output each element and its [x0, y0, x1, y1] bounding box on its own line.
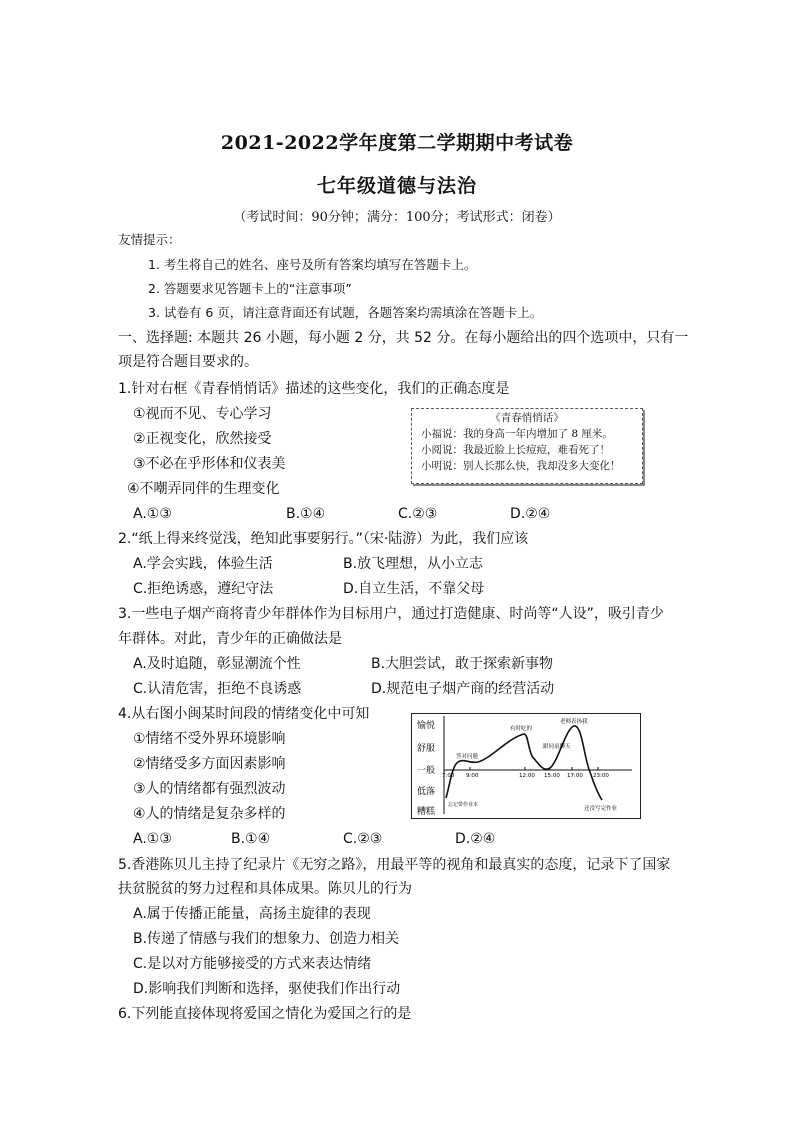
q2-option-a: A.学会实践，体验生活: [133, 556, 273, 572]
tip-item: 1. 考生将自己的姓名、座号及所有答案均填写在答题卡上。: [148, 257, 477, 272]
annotation: 老师表扬我: [560, 719, 588, 725]
tips-heading: 友情提示：: [118, 232, 181, 247]
subject-title: 七年级道德与法治: [316, 175, 477, 197]
x-label: 7:00: [442, 773, 455, 779]
q1-option-d: D.②④: [510, 506, 551, 522]
tip-item: 3. 试卷有 6 页，请注意背面还有试题，各题答案均需填涂在答题卡上。: [148, 305, 543, 320]
x-label: 9:00: [466, 773, 479, 779]
box-line: 小福说：我的身高一年内增加了 8 厘米。: [421, 428, 613, 440]
q1-item: ①视而不见、专心学习: [133, 406, 272, 422]
annotation: 忘记带作业本: [448, 802, 479, 808]
exam-info: （考试时间：90分钟；满分：100分；考试形式：闭卷）: [233, 210, 561, 225]
youth-whisper-box: [411, 408, 643, 484]
q3-option-a: A.及时追随，彰显潮流个性: [133, 656, 301, 672]
q3-option-c: C.认清危害，拒绝不良诱惑: [133, 681, 302, 697]
annotation: 答对问题: [456, 754, 479, 760]
question-2-stem: 2.“纸上得来终觉浅，绝知此事要躬行。”（宋·陆游）为此，我们应该: [118, 531, 529, 547]
box-line: 小阅说：我最近脸上长痘痘，难看死了！: [421, 444, 610, 456]
section-heading: 一、选择题: 本题共 26 小题，每小题 2 分，共 52 分。在每小题给出的四个选项中，只有一: [118, 330, 689, 346]
question-1-stem: 1.针对右框《青春悄悄话》描述的这些变化，我们的正确态度是: [118, 381, 510, 397]
q4-item: ④人的情绪是复杂多样的: [133, 806, 286, 822]
q4-item: ①情绪不受外界环境影响: [133, 731, 286, 747]
section-heading-cont: 项是符合题目要求的。: [118, 354, 258, 370]
y-label: 愉悦: [417, 721, 436, 731]
question-5-stem-cont: 扶贫脱贫的努力过程和具体成果。陈贝儿的行为: [118, 881, 412, 897]
x-label: 17:00: [567, 773, 583, 779]
y-label: 低落: [417, 787, 436, 797]
q2-option-c: C.拒绝诱惑，遵纪守法: [133, 581, 274, 597]
y-label: 舒服: [417, 744, 436, 754]
mood-chart: [411, 713, 641, 819]
question-3-stem: 3.一些电子烟产商将青少年群体作为目标用户，通过打造健康、时尚等“人设”，吸引青少: [118, 606, 664, 622]
q4-option-d: D.②④: [455, 831, 496, 847]
x-label: 15:00: [544, 773, 560, 779]
x-label: 23:00: [593, 773, 609, 779]
q2-option-d: D.自立生活，不靠父母: [343, 581, 485, 597]
q5-option-a: A.属于传播正能量，高扬主旋律的表现: [133, 906, 371, 922]
annotation: 有时吃的: [510, 726, 533, 732]
q1-option-c: C.②③: [398, 506, 438, 522]
y-label: 糟糕: [417, 807, 436, 817]
q3-option-d: D.规范电子烟产商的经营活动: [371, 681, 555, 697]
q5-option-b: B.传递了情感与我们的想象力、创造力相关: [133, 931, 400, 947]
q1-option-b: B.①④: [286, 506, 326, 522]
box-line: 小明说：别人长那么快，我却没多大变化！: [421, 460, 621, 472]
question-4-stem: 4.从右图小闽某时间段的情绪变化中可知: [118, 706, 370, 722]
mood-chart-svg: [412, 714, 640, 818]
y-label: 一般: [417, 766, 436, 776]
q1-item: ④不嘲弄同伴的生理变化: [127, 481, 280, 497]
q4-item: ②情绪受多方面因素影响: [133, 756, 286, 772]
x-label: 12:00: [519, 773, 535, 779]
q1-option-a: A.①③: [133, 506, 172, 522]
box-title: 《青春悄悄话》: [490, 412, 564, 424]
question-6-stem: 6.下列能直接体现将爱国之情化为爱国之行的是: [118, 1006, 412, 1022]
q2-option-b: B.放飞理想，从小立志: [343, 556, 484, 572]
q1-item: ②正视变化，欣然接受: [133, 431, 272, 447]
mood-curve: [446, 726, 602, 800]
q4-item: ③人的情绪都有强烈波动: [133, 781, 286, 797]
exam-title: 2021-2022学年度第二学期期中考试卷: [220, 132, 574, 154]
annotation: 跟同桌聊天: [543, 744, 571, 750]
q4-option-c: C.②③: [343, 831, 383, 847]
q3-option-b: B.大胆尝试，敢于探索新事物: [371, 656, 554, 672]
annotation: 还没写完作业: [584, 806, 618, 812]
q4-option-a: A.①③: [133, 831, 172, 847]
tip-item: 2. 答题要求见答题卡上的“注意事项”: [148, 281, 352, 296]
q4-option-b: B.①④: [231, 831, 271, 847]
q5-option-c: C.是以对方能够接受的方式来表达情绪: [133, 956, 372, 972]
q5-option-d: D.影响我们判断和选择，驱使我们作出行动: [133, 981, 401, 997]
question-5-stem: 5.香港陈贝儿主持了纪录片《无穷之路》，用最平等的视角和最真实的态度，记录下了国家: [118, 857, 671, 873]
question-3-stem-cont: 年群体。对此，青少年的正确做法是: [118, 631, 342, 647]
q1-item: ③不必在乎形体和仪表美: [133, 456, 286, 472]
